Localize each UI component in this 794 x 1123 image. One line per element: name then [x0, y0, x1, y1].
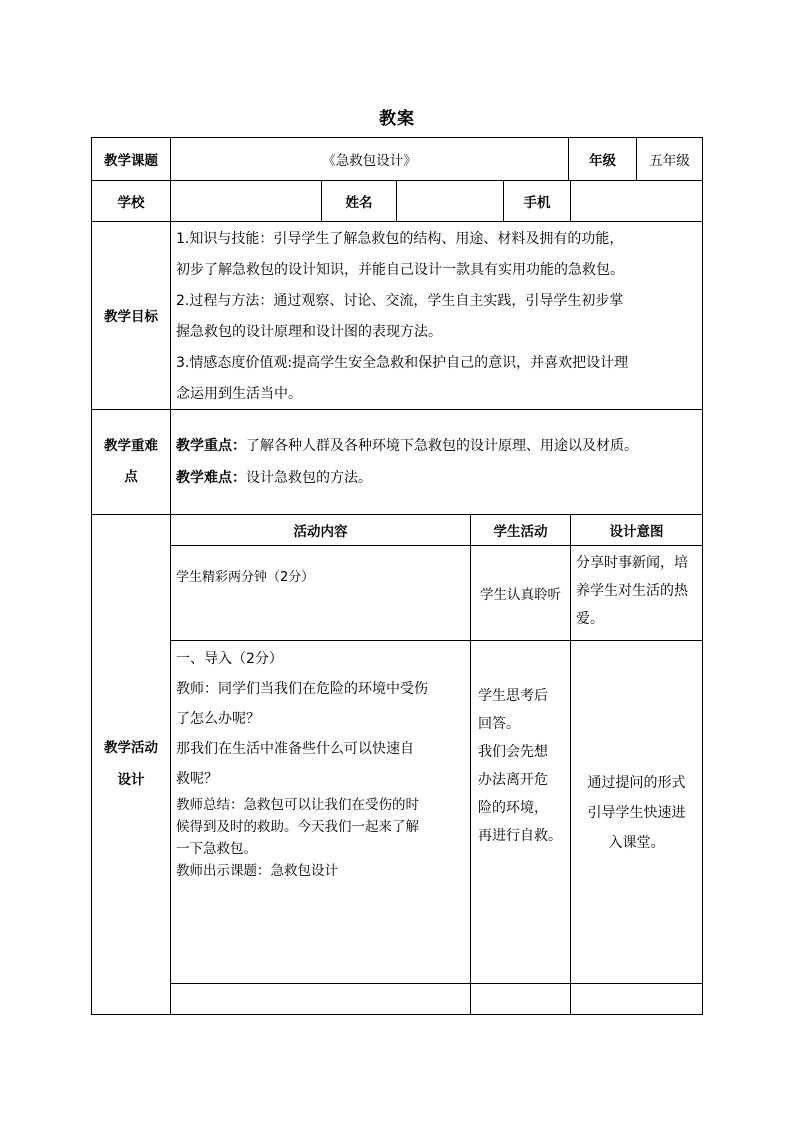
intent-line: 爱。 [576, 611, 604, 627]
activity-row3-intent [571, 984, 702, 1014]
activity-row2-content [176, 644, 468, 882]
phone-label: 手机 [523, 195, 551, 211]
teaching-focus-text: 了解各种人群及各种环境下急救包的设计原理、用途以及材质。 [246, 438, 638, 454]
teaching-focus [176, 430, 702, 462]
table-row-divider [170, 640, 703, 641]
intent-line: 引导学生快速进 [587, 805, 686, 821]
activity-row1-intent [576, 549, 700, 633]
activity-row1-student: 学生认真聆听 [480, 587, 561, 603]
objective-line: 念运用到生活当中。 [176, 386, 302, 402]
teaching-difficulty-text: 设计急救包的方法。 [246, 470, 372, 486]
key-points-label-line2: 点 [124, 468, 138, 485]
objective-line: 初步了解急救包的设计知识，并能自己设计一款具有实用功能的急救包。 [176, 262, 624, 278]
activity-row2-student [478, 682, 570, 850]
document-title: 教案 [379, 109, 415, 129]
content-line: 一下急救包。 [176, 841, 257, 857]
key-points-label-line1: 教学重难 [104, 437, 158, 454]
content-line: 那我们在生活中准备些什么可以快速自 [176, 741, 414, 757]
objective-line: 握急救包的设计原理和设计图的表现方法。 [176, 324, 442, 340]
col-header-content: 活动内容 [293, 523, 348, 540]
name-value [397, 180, 503, 222]
content-line: 教师总结：急救包可以让我们在受伤的时 [176, 797, 419, 813]
student-line: 办法离开危 [478, 772, 548, 788]
student-line: 险的环境， [478, 800, 548, 816]
intent-line: 养学生对生活的热 [576, 583, 688, 599]
col-header-intent: 设计意图 [609, 523, 664, 540]
teaching-focus-label: 教学重点： [176, 438, 246, 454]
table-row-divider [170, 545, 703, 546]
col-header-student: 学生活动 [493, 523, 548, 540]
activities-label-line1: 教学活动 [104, 740, 158, 756]
student-line: 再进行自救。 [478, 828, 562, 844]
student-line: 我们会先想 [478, 744, 548, 760]
table-col-divider [570, 514, 571, 1015]
content-line: 教师出示课题：急救包设计 [176, 863, 338, 879]
content-line: 一、导入（2分） [176, 651, 283, 667]
objective-line: 1.知识与技能：引导学生了解急救包的结构、用途、材料及拥有的功能， [176, 231, 624, 247]
key-points-content [176, 430, 702, 494]
activity-row3-content [171, 984, 470, 1014]
activity-row3-student [471, 984, 570, 1014]
teaching-difficulty-label: 教学难点： [176, 470, 246, 486]
teaching-difficulty [176, 462, 702, 494]
course-label: 教学课题 [104, 153, 158, 169]
activity-row1-content: 学生精彩两分钟（2分） [176, 570, 315, 585]
content-line: 救呢？ [176, 771, 218, 787]
school-value [171, 180, 321, 222]
activities-label-line2: 设计 [117, 772, 145, 788]
objectives-content [176, 224, 702, 410]
student-line: 学生思考后 [478, 688, 548, 704]
intent-line: 入课堂。 [608, 835, 665, 851]
table-border-right [702, 137, 703, 1015]
key-points-label [91, 409, 171, 514]
content-line: 候得到及时的救助。今天我们一起来了解 [176, 819, 419, 835]
school-label: 学校 [117, 195, 145, 211]
phone-value [571, 180, 702, 222]
course-value: 《急救包设计》 [322, 153, 417, 169]
student-line: 回答。 [478, 716, 520, 732]
objective-line: 3.情感态度价值观:提高学生安全急救和保护自己的意识，并喜欢把设计理 [176, 355, 629, 371]
activities-label [91, 514, 171, 1014]
intent-line: 分享时事新闻，培 [576, 555, 688, 571]
activity-row2-intent [571, 768, 702, 858]
intent-line: 通过提问的形式 [587, 775, 686, 791]
objective-line: 2.过程与方法：通过观察、讨论、交流，学生自主实践，引导学生初步掌 [176, 293, 624, 309]
name-label: 姓名 [345, 195, 373, 211]
content-line: 了怎么办呢？ [176, 711, 260, 727]
grade-value: 五年级 [649, 153, 690, 169]
grade-label: 年级 [589, 153, 616, 169]
content-line: 教师：同学们当我们在危险的环境中受伤 [176, 681, 428, 697]
table-border-bottom [91, 1014, 703, 1015]
objectives-label: 教学目标 [104, 309, 158, 325]
